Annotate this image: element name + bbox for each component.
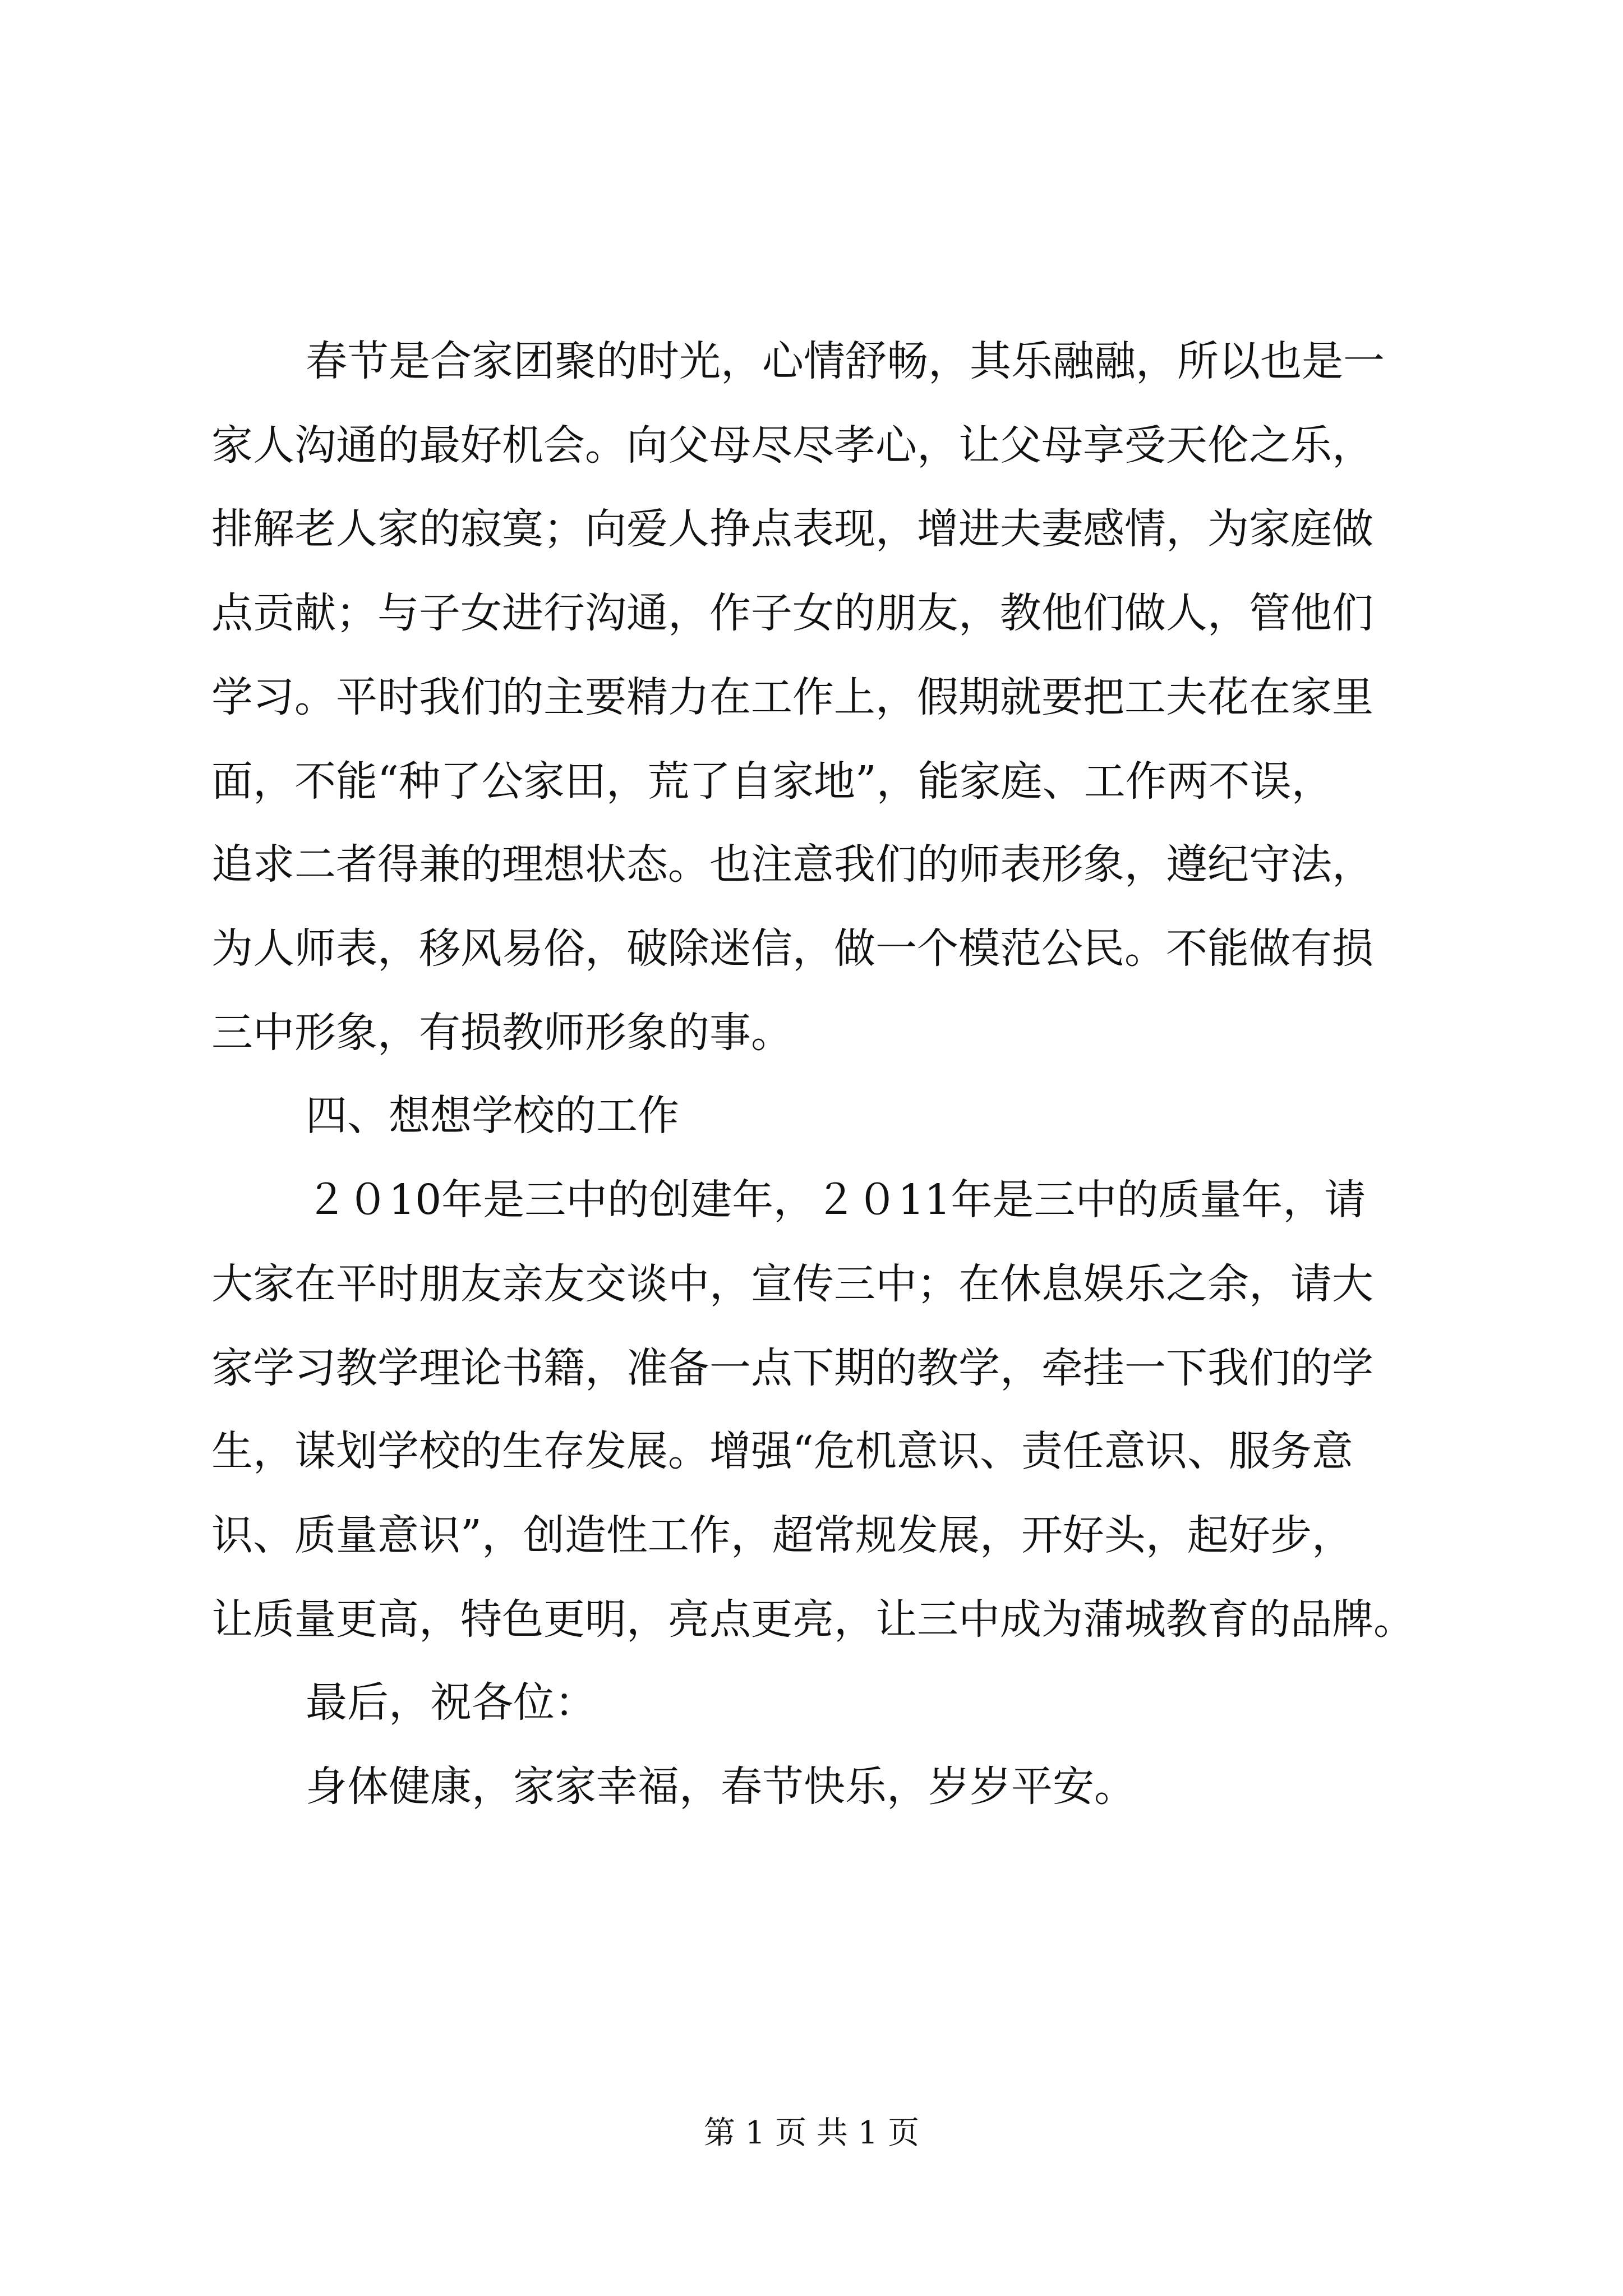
section-heading: 四、想想学校的工作: [306, 1092, 679, 1140]
text-line-6: 面，不能“种了公家田，荒了自家地”，能家庭、工作两不误，: [211, 757, 1333, 806]
text-line-8: 为人师表，移风易俗，破除迷信，做一个模范公民。不能做有损: [211, 924, 1373, 973]
page-number-footer: 第 1 页 共 1 页: [703, 2115, 920, 2151]
text-line-9: 三中形象，有损教师形象的事。: [211, 1009, 792, 1057]
text-line-14: 生，谋划学校的生存发展。增强“危机意识、责任意识、服务意: [211, 1427, 1353, 1475]
text-line-13: 家学习教学理论书籍，准备一点下期的教学，牵挂一下我们的学: [211, 1344, 1373, 1392]
text-line-12: 大家在平时朋友亲友交谈中，宣传三中；在休息娱乐之余，请大: [211, 1260, 1373, 1308]
text-line-11: ２０10年是三中的创建年，２０11年是三中的质量年，请: [306, 1176, 1366, 1224]
text-line-2: 家人沟通的最好机会。向父母尽尽孝心，让父母享受天伦之乐，: [211, 421, 1373, 470]
text-line-3: 排解老人家的寂寞；向爱人挣点表现，增进夫妻感情，为家庭做: [211, 505, 1373, 553]
text-line-5: 学习。平时我们的主要精力在工作上，假期就要把工夫花在家里: [211, 673, 1373, 721]
wishes-line: 身体健康，家家幸福，春节快乐，岁岁平安。: [306, 1763, 1136, 1811]
text-line-16: 让质量更高，特色更明，亮点更亮，让三中成为蒲城教育的品牌。: [211, 1595, 1415, 1644]
closing-line: 最后，祝各位：: [306, 1678, 596, 1727]
text-line-1: 春节是合家团聚的时光，心情舒畅，其乐融融，所以也是一: [306, 337, 1385, 385]
text-line-7: 追求二者得兼的理想状态。也注意我们的师表形象，遵纪守法，: [211, 840, 1373, 889]
text-line-4: 点贡献；与子女进行沟通，作子女的朋友，教他们做人，管他们: [211, 589, 1373, 637]
text-line-15: 识、质量意识”，创造性工作，超常规发展，开好头，起好步，: [211, 1511, 1353, 1559]
